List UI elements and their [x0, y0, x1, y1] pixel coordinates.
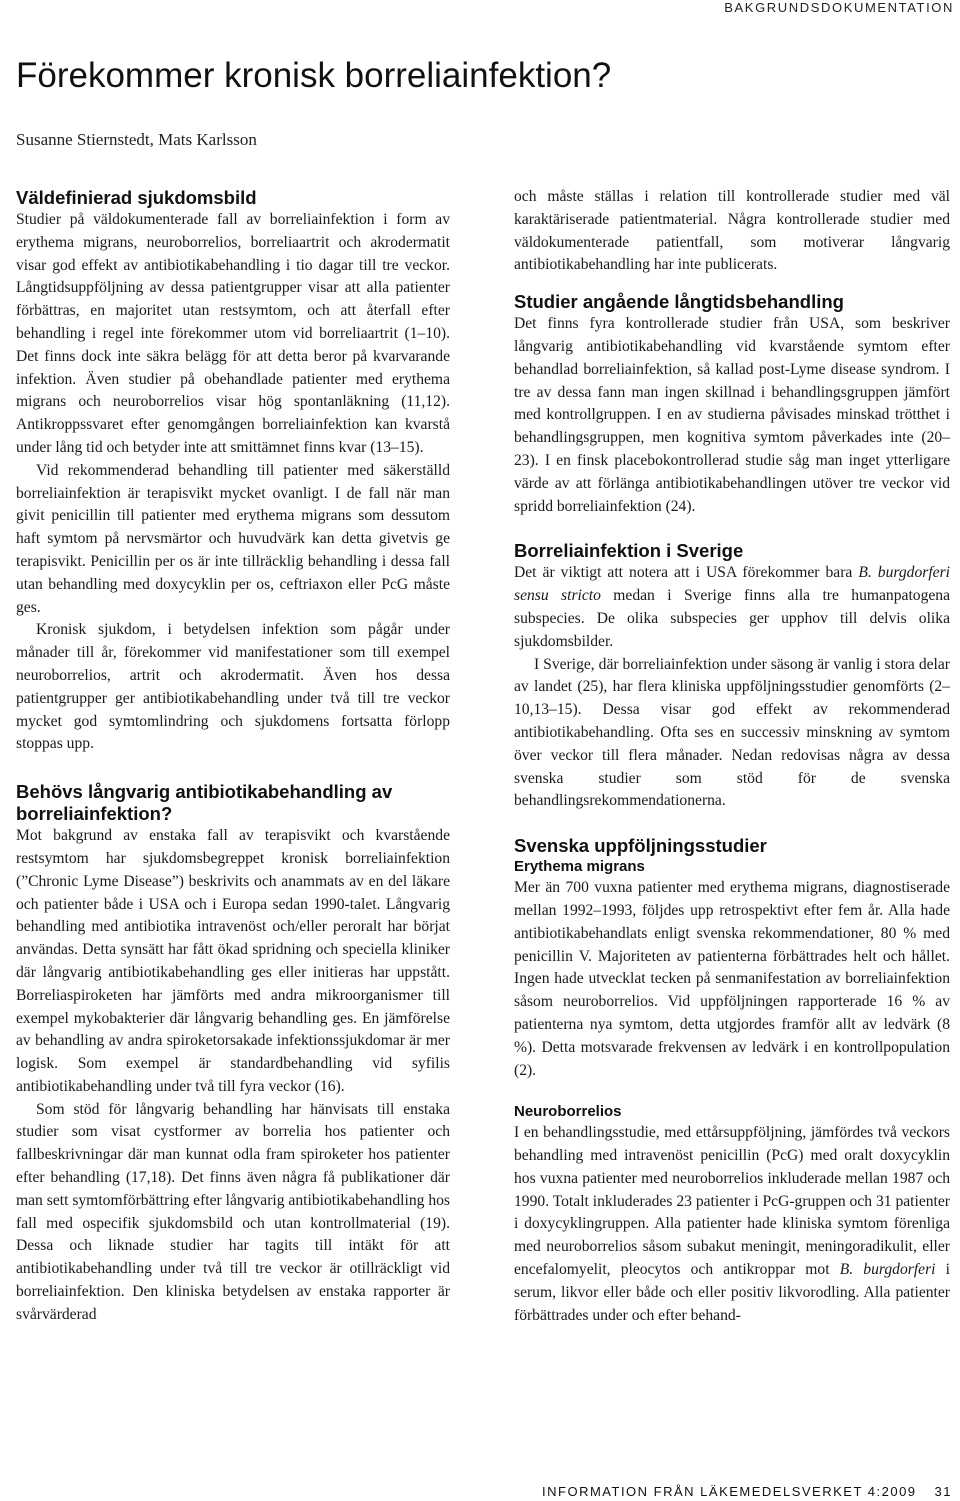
paragraph: Som stöd för långvarig behandling har hänvisats till enstaka studier som visat cystformer av borrelia hos patienter och fallbeskrivningar där man kunnat odla fram spiroketer hos patienter efter behandling (17,18). Det finns även några få publikationer där man sett symtomförbättring efter långvarig antibiotikabehandling hos fall med ospecifik sjukdomsbild och utan kontrollmaterial (19). Dessa och liknade studier har tagits till intäkt för att antibiotikabehandling under två till tre veckor är otillräckligt vid borreliainfektion. Den kliniska betydelsen av enstaka rapporter är svårvärderad [16, 1100, 450, 1323]
paragraph: I en behandlingsstudie, med ettårsuppföljning, jämfördes två veckors behandling med intravenöst penicillin (PcG) med oralt doxycyklin hos vuxna patienter med neuroborrelios inkluderade mellan 1987 och 1990. Totalt inkluderades 23 patienter i PcG-gruppen och 31 patienter i doxycyklingruppen. Alla patienter hade kliniska symtom förenliga med neuroborrelios såsom subakut meningit, meningoradikulit, eller encefalomyelit, pleocytos och antikroppar mot B. burgdorferi i serum, likvor eller både och eller positiv likvorodling. Alla patienter förbättrades under och efter behand- [514, 1124, 950, 1324]
section-heading-valdefinierad: Väldefinierad sjukdomsbild [16, 187, 257, 208]
subheading-neuroborrelios: Neuroborrelios [514, 1103, 622, 1121]
page-title: Förekommer kronisk borreliainfektion? [16, 56, 612, 95]
paragraph: Mot bakgrund av enstaka fall av terapisvikt och kvarstående restsymtom har sjukdomsbegreppet kronisk borreliainfektion (”Chronic Lyme Disease”) beskrivits och anammats av en del läkare och patienter både i USA och i Europa sedan 1990-talet. Långvarig behandling med antibiotika intravenöst och/eller peroralt har börjat användas. Detta synsätt har fått ökad spridning och speciella kliniker där långvarig antibiotikabehandling ges eller initieras har uppstått. Borreliaspiroketen har jämförts med andra mikroorganismer till exempel mykobakterier där långvarig behandling ges. En jämförelse av behandling av andra spiroketorsakade infektionssjukdomar är mer logisk. Som exempel är standardbehandling vid syfilis antibiotikabehandling under två till fyra veckor (16). [16, 827, 450, 1095]
right-column [514, 186, 950, 1327]
paragraph: Det är viktigt att notera att i USA förekommer bara B. burgdorferi sensu stricto medan i Sverige finns alla tre humanpatogena subspecies. De olika subspecies ger upphov till delvis olika sjukdomsbilder. [514, 564, 951, 650]
section-heading-langtidsbehandling: Studier angående långtidsbehandling [514, 291, 844, 313]
page-footer [542, 1484, 952, 1499]
section-heading-langvarig-behandling: Behövs långvarig antibiotikabehandling av borreliainfektion? [16, 781, 393, 825]
paragraph: Studier på väldokumenterade fall av borreliainfektion i form av erythema migrans, neuroborrelios, borreliaartrit och akrodermatit visar god effekt av antibiotikabehandling i tio dagar till tre veckor. Långtidsuppföljning av dessa patientgrupper visar att alla patienter förbättras, en majoritet utan restsymtom, och att återfall efter behandling i regel inte förekommer utom vid borreliaartrit (1–10). Det finns dock inte säkra belägg för att detta beror på kvarvarande infektion. Även studier på obehandlade patienter med erythema migrans och neuroborrelios visar hög spontanläkning (11,12). Antikroppssvaret efter genomgången borreliainfektion kan kvarstå under lång tid och betyder inte att smittämnet finns kvar (13–15). [16, 211, 450, 456]
paragraph: Mer än 700 vuxna patienter med erythema migrans, diagnostiserade mellan 1992–1993, följdes upp retrospektivt efter fem år. Alla hade antibiotikabehandlats enligt svenska rekommendationer, 80 % med penicillin V. Majoriteten av patienterna förbättrades helt och hållet. Ingen hade utvecklat tecken på senmanifestation av borreliainfektion såsom neuroborrelios. Vid uppföljningen rapporterade 16 % av patienterna nya symtom, detta utgjordes framför allt av ledvärk (8 %). Detta motsvarade frekvensen av ledvärk i en kontrollpopulation (2). [514, 879, 950, 1079]
page-number: 31 [934, 1484, 952, 1499]
paragraph: I Sverige, där borreliainfektion under säsong är vanlig i stora delar av landet (25), har flera kliniska uppföljningsstudier genomförts (2–10,13–15). Dessa visar god effekt av rekommenderad antibiotikabehandling. Ofta ses en successiv minskning av symtom över veckor till flera månader. Nedan redovisas några av dessa svenska studier som stöd för de svenska behandlingsrekommendationerna. [514, 655, 950, 810]
journal-name: INFORMATION FRÅN LÄKEMEDELSVERKET 4:2009 [542, 1484, 917, 1499]
paragraph: Det finns fyra kontrollerade studier från USA, som beskriver långvarig antibiotikabehandling vid kvarstående symtom efter behandlad borreliainfektion, så kallad post-Lyme disease syndrom. I tre av dessa fann man ingen skillnad i behandlingsgruppen jämfört med kontrollgruppen. I en av studierna påvisades minskad trötthet i behandlingsgruppen, men kognitiva symtom påverkades inte (20–23). I en finsk placebokontrollerad studie såg man inget ytterligare värde av att förlänga antibiotikabehandlingen utöver tre veckor vid spridd borreliainfektion (24). [514, 315, 950, 515]
subheading-erythema-migrans: Erythema migrans [514, 858, 645, 876]
authors-line: Susanne Stiernstedt, Mats Karlsson [16, 130, 257, 149]
species-name: B. burgdorferi [839, 1261, 936, 1279]
species-name: B. burgdorferi sensu stricto [514, 564, 950, 605]
paragraph: Vid rekommenderad behandling till patienter med säkerställd borreliainfektion är terapisvikt mycket ovanligt. I de fall när man givit penicillin till patienter med erythema migrans som dessutom haft symtom på nervsmärtor och huvudvärk kan detta givetvis ge terapisvikt. Penicillin per os är inte tillräcklig behandling i dessa fall utan behandling med doxycyklin per os, ceftriaxon eller PcG måste ges. [16, 461, 450, 616]
left-column [16, 187, 450, 1327]
section-heading-svenska-studier: Svenska uppföljningsstudier [514, 835, 767, 857]
paragraph: och måste ställas i relation till kontrollerade studier med väl karaktäriserade patientmaterial. Några kontrollerade studier med väldokumenterade patientfall, som motiverar långvarig antibiotikabehandling har inte publicerats. [514, 188, 950, 274]
section-kicker: BAKGRUNDSDOKUMENTATION [724, 0, 954, 15]
paragraph: Kronisk sjukdom, i betydelsen infektion som pågår under månader till år, förekommer vid manifestationer som till exempel neuroborrelios, artrit och akrodermatit. Även hos dessa patientgrupper ger antibiotikabehandling under två till tre veckor mycket god symtomlindring och sjukdomens fortsatta förlopp stoppas upp. [16, 621, 450, 753]
section-heading-sverige: Borreliainfektion i Sverige [514, 540, 744, 562]
